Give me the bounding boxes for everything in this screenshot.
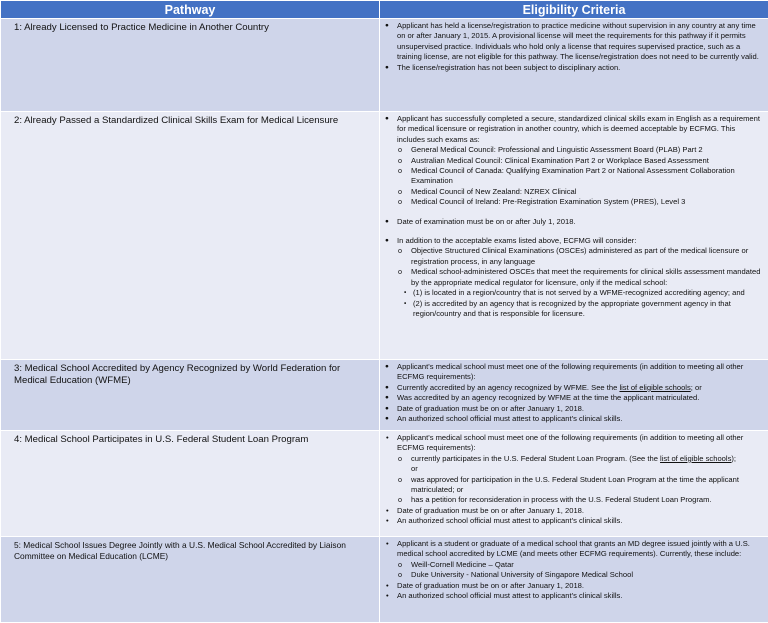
- condition-item: ▪ (1) is located in a region/country that is not served by a WFME-recognized accrediting agency; and: [404, 288, 764, 298]
- exam-item: o Medical Council of Ireland: Pre-Registration Examination System (PRES), Level 3: [397, 197, 764, 207]
- criteria-item: ● An authorized school official must attest to applicant's clinical skills.: [384, 414, 764, 424]
- pathway-5-criteria: [380, 537, 768, 623]
- exam-item: o Medical Council of Canada: Qualifying Examination Part 2 or National Assessment Collaboration Examination: [397, 166, 764, 187]
- criteria-item: • Applicant is a student or graduate of a medical school that grants an MD degree issued jointly with a U.S. medical school accredited by LCME (and meets other ECFMG requirements). Currently, these include:: [384, 539, 764, 560]
- condition-item: ▪ (2) is accredited by an agency that is recognized by the appropriate government agency in that region/country and that is responsible for licensure.: [404, 299, 764, 320]
- criteria-item: ● Applicant has successfully completed a secure, standardized clinical skills exam in English as a requirement for medical licensure or registration in another country, which is deemed acceptable by ECFMG. This includes such exams as:: [384, 114, 764, 145]
- pathway-5-title: 5: Medical School Issues Degree Jointly with a U.S. Medical School Accredited by Liaison Committee on Medical Education (LCME): [1, 537, 380, 623]
- criteria-item: ● Was accredited by an agency recognized by WFME at the time the applicant matriculated.: [384, 393, 764, 403]
- exam-item: o Medical Council of New Zealand: NZREX Clinical: [397, 187, 764, 197]
- criteria-item: • An authorized school official must attest to applicant's clinical skills.: [384, 516, 764, 526]
- eligible-schools-link[interactable]: list of eligible schools: [619, 383, 690, 392]
- pathway-3-title: 3: Medical School Accredited by Agency Recognized by World Federation for Medical Education (WFME): [1, 360, 380, 431]
- consider-item: o Medical school-administered OSCEs that meet the requirements for clinical skills assessment mandated by the appropriate medical regulator for licensure, only if the medical school:: [397, 267, 764, 288]
- school-item: o Duke University - National University of Singapore Medical School: [397, 570, 764, 580]
- pathway-row-2: [1, 112, 768, 360]
- pathway-row-5: [1, 537, 768, 623]
- pathway-header: Pathway: [1, 1, 380, 19]
- criteria-item: • Date of graduation must be on or after January 1, 2018.: [384, 506, 764, 516]
- header-row: [1, 1, 768, 19]
- loan-item: o currently participates in the U.S. Federal Student Loan Program. (See the list of eligible schools); or: [397, 454, 764, 475]
- criteria-item: ● Date of examination must be on or after July 1, 2018.: [384, 217, 764, 227]
- consider-item: o Objective Structured Clinical Examinations (OSCEs) administered as part of the medical licensure or registration process, in any language: [397, 246, 764, 267]
- pathway-row-4: [1, 431, 768, 537]
- pathway-2-title: 2: Already Passed a Standardized Clinical Skills Exam for Medical Licensure: [1, 112, 380, 360]
- exam-item: o Australian Medical Council: Clinical Examination Part 2 or Workplace Based Assessment: [397, 156, 764, 166]
- criteria-item: ● Applicant has held a license/registration to practice medicine without supervision in any country at any time on or after January 1, 2015. A provisional license will meet the requirements for this pathway if it permits unsupervised practice. Individuals who hold only a license that requires supervised practice, such as a training license, are not eligible for this pathway. The license/registration does not need to be currently valid.: [384, 21, 764, 63]
- criteria-item: ● Applicant's medical school must meet one of the following requirements (in addition to meeting all other ECFMG requirements):: [384, 362, 764, 383]
- exam-item: o General Medical Council: Professional and Linguistic Assessment Board (PLAB) Part 2: [397, 145, 764, 155]
- pathway-row-1: [1, 19, 768, 112]
- criteria-item: • Date of graduation must be on or after January 1, 2018.: [384, 581, 764, 591]
- pathway-4-criteria: [380, 431, 768, 537]
- criteria-item: ● Currently accredited by an agency recognized by WFME. See the list of eligible schools; or: [384, 383, 764, 393]
- pathway-row-3: [1, 360, 768, 431]
- eligible-schools-link[interactable]: list of eligible schools: [660, 454, 731, 463]
- criteria-item: ● The license/registration has not been subject to disciplinary action.: [384, 63, 764, 73]
- criteria-item: ● In addition to the acceptable exams listed above, ECFMG will consider:: [384, 236, 764, 246]
- loan-item: o was approved for participation in the U.S. Federal Student Loan Program at the time the applicant matriculated; or: [397, 475, 764, 496]
- criteria-item: • Applicant's medical school must meet one of the following requirements (in addition to meeting all other ECFMG requirements):: [384, 433, 764, 454]
- pathway-2-criteria: [380, 112, 768, 360]
- criteria-item: ● Date of graduation must be on or after January 1, 2018.: [384, 404, 764, 414]
- loan-item: o has a petition for reconsideration in process with the U.S. Federal Student Loan Program.: [397, 495, 764, 505]
- pathway-1-criteria: [380, 19, 768, 112]
- criteria-header: Eligibility Criteria: [380, 1, 768, 19]
- pathway-3-criteria: [380, 360, 768, 431]
- school-item: o Weill-Cornell Medicine – Qatar: [397, 560, 764, 570]
- pathway-1-title: 1: Already Licensed to Practice Medicine in Another Country: [1, 19, 380, 112]
- criteria-item: • An authorized school official must attest to applicant's clinical skills.: [384, 591, 764, 601]
- pathway-4-title: 4: Medical School Participates in U.S. Federal Student Loan Program: [1, 431, 380, 537]
